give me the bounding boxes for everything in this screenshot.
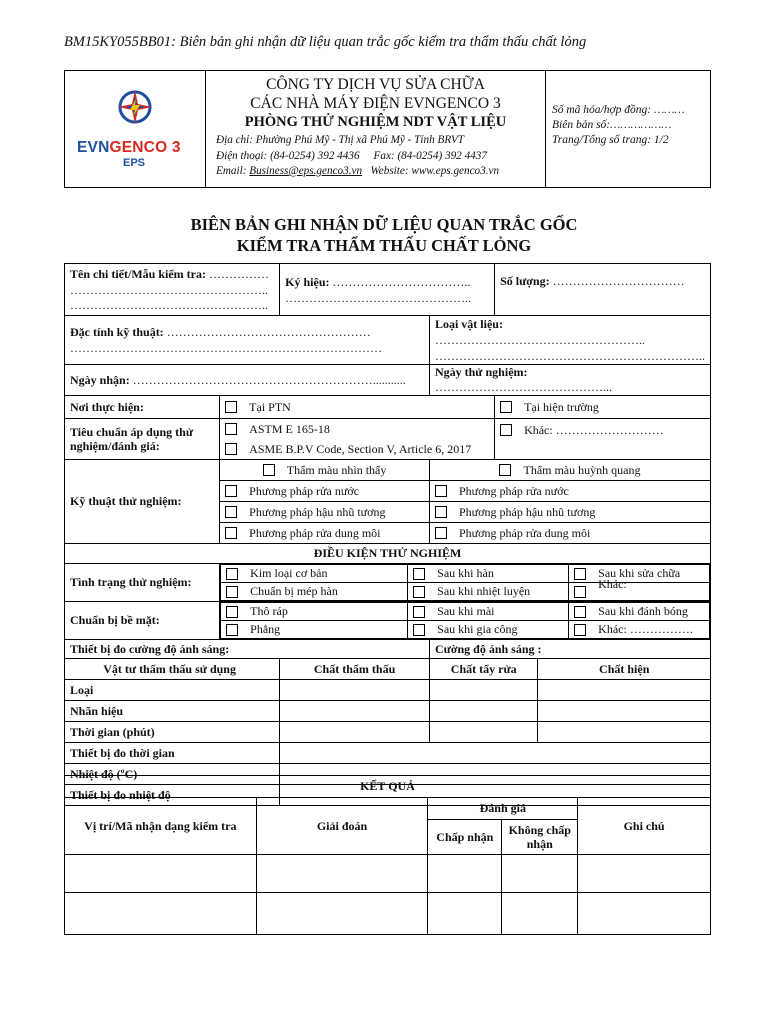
surface-prep-label: Chuẩn bị bề mặt: [65, 602, 220, 640]
status-after-weld-label: Sau khi hàn [437, 566, 494, 580]
status-after-heat-checkbox[interactable] [413, 586, 425, 598]
surface-rough-label: Thô ráp [250, 604, 288, 618]
material-dots: …………………………………………….. [434, 333, 645, 347]
status-after-repair-checkbox[interactable] [574, 568, 586, 580]
surface-polished-checkbox[interactable] [574, 606, 586, 618]
penetrant-header: Chất thẩm thấu [280, 659, 430, 680]
company-name-line2: CÁC NHÀ MÁY ĐIỆN EVNGENCO 3 [250, 95, 501, 112]
results-table [64, 775, 711, 935]
result-notes-cell[interactable] [578, 893, 711, 935]
remover-header: Chất tẩy rửa [429, 659, 537, 680]
row-type-label: Loại [65, 680, 280, 701]
light-intensity-cell[interactable]: Cường độ ánh sáng : [429, 640, 710, 659]
result-location-cell[interactable] [65, 893, 257, 935]
surface-other-checkbox[interactable] [574, 624, 586, 636]
notes-column-header: Ghi chú [578, 798, 711, 855]
test-conditions-header: ĐIỀU KIỆN THỬ NGHIỆM [65, 544, 711, 564]
quantity-dots: …………………………… [549, 274, 685, 288]
company-phone: Điện thoại: (84-0254) 392 4436 Fax: (84-0254) 392 4437 [216, 149, 487, 162]
logo-eps-text: EPS [123, 157, 146, 169]
location-lab-checkbox[interactable] [225, 401, 237, 413]
test-date-cell[interactable] [429, 365, 710, 396]
result-interpretation-cell[interactable] [256, 855, 428, 893]
standard-label: Tiêu chuẩn áp dụng thử nghiệm/đánh giá: [65, 419, 220, 460]
email-link[interactable]: Business@eps.genco3.vn [249, 165, 363, 177]
standard-astm-label: ASTM E 165-18 [249, 422, 330, 436]
reject-column-header: Không chấp nhận [502, 820, 578, 855]
result-accept-cell[interactable] [428, 893, 502, 935]
accept-column-header: Chấp nhận [428, 820, 502, 855]
visible-solvent-label: Phương pháp rửa dung môi [249, 525, 381, 540]
result-interpretation-cell[interactable] [256, 893, 428, 935]
company-address: Địa chỉ: Phường Phú Mỹ - Thị xã Phú Mỹ - Tỉnh BRVT [216, 134, 465, 146]
document-title-line1: BIÊN BẢN GHI NHẬN DỮ LIỆU QUAN TRẮC GỐC [190, 215, 578, 234]
evn-emblem-icon [115, 87, 155, 135]
surface-flat-checkbox[interactable] [226, 624, 238, 636]
quantity-cell[interactable] [495, 264, 711, 316]
results-header: KẾT QUẢ [65, 776, 711, 798]
developer-time-cell[interactable] [538, 722, 711, 743]
visible-solvent-checkbox[interactable] [225, 527, 237, 539]
symbol-label: Ký hiệu: [285, 275, 330, 289]
developer-header: Chất hiện [538, 659, 711, 680]
location-lab-label: Tại PTN [249, 399, 291, 414]
symbol-dots: …………………………….. [329, 275, 471, 289]
location-column-header: Vị trí/Mã nhận dạng kiểm tra [65, 798, 257, 855]
penetrant-type-cell[interactable] [280, 680, 430, 701]
row-timer-label: Thiết bị đo thời gian [65, 743, 280, 764]
part-name-cell[interactable] [65, 264, 280, 316]
part-name-label: Tên chi tiết/Mẫu kiểm tra: [70, 267, 206, 281]
status-weld-prep-label: Chuẩn bị mép hàn [250, 584, 338, 598]
company-name-line1: CÔNG TY DỊCH VỤ SỬA CHỮA [266, 76, 485, 93]
status-other-checkbox[interactable] [574, 586, 586, 598]
lab-name: PHÒNG THỬ NGHIỆM NDT VẬT LIỆU [244, 114, 507, 130]
remover-brand-cell[interactable] [429, 701, 537, 722]
technique-visible-checkbox[interactable] [263, 464, 275, 476]
technique-visible-label: Thẩm màu nhìn thấy [286, 462, 387, 477]
record-number: Biên bản số:……………… [552, 119, 672, 131]
status-after-repair-label: Sau khi sửa chữa [598, 566, 681, 580]
row-temperature-label: Nhiệt độ (ºC) [65, 764, 280, 785]
symbol-cell[interactable] [280, 264, 495, 316]
email-label: Email: [216, 165, 250, 177]
result-location-cell[interactable] [65, 855, 257, 893]
timer-device-cell[interactable] [280, 743, 711, 764]
document-title-line2: KIỂM TRA THẨM THẤU CHẤT LỎNG [236, 236, 532, 255]
standard-astm-checkbox[interactable] [225, 423, 237, 435]
result-notes-cell[interactable] [578, 855, 711, 893]
website: Website: www.eps.genco3.vn [362, 165, 500, 177]
test-date-dots: ……………………………………... [434, 380, 612, 394]
letterhead [64, 70, 711, 188]
part-name-dots-3: ………………………………………….. [70, 298, 268, 312]
standard-asme-label: ASME B.P.V Code, Section V, Article 6, 2017 [249, 442, 472, 456]
test-form-table [64, 263, 711, 806]
symbol-dots-2: ……………………………………….. [285, 291, 472, 305]
result-accept-cell[interactable] [428, 855, 502, 893]
surface-ground-label: Sau khi mài [437, 604, 495, 618]
developer-type-cell[interactable] [538, 680, 711, 701]
surface-machined-checkbox[interactable] [413, 624, 425, 636]
location-field-checkbox[interactable] [500, 401, 512, 413]
received-date-cell[interactable] [65, 365, 430, 396]
logo-genco-text: GENCO 3 [109, 139, 181, 156]
surface-flat-label: Phẳng [250, 622, 281, 636]
visible-water-wash-checkbox[interactable] [225, 485, 237, 497]
evaluation-column-header: Đánh giá [428, 798, 578, 820]
fluor-water-wash-checkbox[interactable] [435, 485, 447, 497]
fluor-post-emulsion-checkbox[interactable] [435, 506, 447, 518]
standard-asme-checkbox[interactable] [225, 443, 237, 455]
row-brand-label: Nhãn hiệu [65, 701, 280, 722]
part-name-dots: …………… [205, 267, 269, 281]
material-label: Loại vật liệu: [434, 317, 503, 331]
received-date-dots: ……………………………………………………........... [129, 372, 406, 387]
received-date-label: Ngày nhận: [70, 372, 130, 387]
fluor-water-wash-label: Phương pháp rửa nước [458, 483, 569, 498]
fluor-solvent-checkbox[interactable] [435, 527, 447, 539]
remover-type-cell[interactable] [429, 680, 537, 701]
form-code: BM15KY055BB01: Biên bản ghi nhận dữ liệu quan trắc gốc kiểm tra thẩm thấu chất lỏng [64, 34, 587, 50]
row-thermometer-label: Thiết bị đo nhiệt độ [65, 785, 280, 806]
status-after-heat-label: Sau khi nhiệt luyện [437, 584, 531, 598]
status-weld-prep-checkbox[interactable] [226, 586, 238, 598]
interpretation-column-header: Giải đoán [256, 798, 428, 855]
document-info [546, 71, 710, 187]
status-base-metal-label: Kim loại cơ bản [250, 566, 328, 580]
result-reject-cell[interactable] [502, 893, 578, 935]
page-count: Trang/Tổng số trang: 1/2 [552, 134, 669, 146]
location-label: Nơi thực hiện: [65, 396, 220, 419]
penetrant-time-cell[interactable] [280, 722, 430, 743]
spec-dots-2: …………………………………………………………………… [70, 341, 382, 355]
standard-other-checkbox[interactable] [500, 424, 512, 436]
fluor-solvent-label: Phương pháp rửa dung môi [458, 525, 591, 540]
material-cell[interactable] [429, 316, 710, 365]
visible-post-emulsion-checkbox[interactable] [225, 506, 237, 518]
status-other-label: Khác: ………………. [598, 576, 674, 606]
visible-water-wash-label: Phương pháp rửa nước [249, 483, 360, 498]
quantity-label: Số lượng: [500, 274, 550, 288]
technique-fluorescent-checkbox[interactable] [499, 464, 511, 476]
test-date-label: Ngày thử nghiệm: [434, 365, 528, 379]
material-dots-2: ………………………………………………………….. [434, 349, 705, 363]
standard-other-label: Khác: ……………………… [524, 422, 664, 437]
surface-ground-checkbox[interactable] [413, 606, 425, 618]
light-device-cell[interactable]: Thiết bị đo cường độ ánh sáng: [65, 640, 430, 659]
company-info [206, 71, 546, 187]
technique-label: Kỹ thuật thử nghiệm: [65, 460, 220, 544]
test-status-label: Tình trạng thử nghiệm: [65, 564, 220, 602]
penetrant-brand-cell[interactable] [280, 701, 430, 722]
company-logo [65, 71, 206, 187]
status-after-weld-checkbox[interactable] [413, 568, 425, 580]
status-base-metal-checkbox[interactable] [226, 568, 238, 580]
surface-other-label: Khác: ……………. [598, 622, 693, 636]
spec-dots: …………………………………………… [163, 325, 371, 339]
surface-rough-checkbox[interactable] [226, 606, 238, 618]
row-time-label: Thời gian (phút) [65, 722, 280, 743]
part-name-dots-2: ………………………………………….. [70, 282, 268, 297]
developer-brand-cell[interactable] [538, 701, 711, 722]
contract-number: Số mã hóa/hợp đồng: ……… [552, 104, 685, 116]
result-reject-cell[interactable] [502, 855, 578, 893]
location-field-label: Tại hiện trường [524, 399, 599, 414]
surface-machined-label: Sau khi gia công [437, 622, 518, 636]
technique-fluorescent-label: Thẩm màu huỳnh quang [523, 462, 641, 477]
logo-evn-text: EVN [77, 139, 110, 156]
remover-time-cell[interactable] [429, 722, 537, 743]
materials-header: Vật tư thẩm thấu sử dụng [65, 659, 280, 680]
spec-cell[interactable] [65, 316, 430, 365]
fluor-post-emulsion-label: Phương pháp hậu nhũ tương [458, 504, 596, 519]
surface-polished-label: Sau khi đánh bóng [598, 604, 688, 618]
visible-post-emulsion-label: Phương pháp hậu nhũ tương [249, 504, 386, 519]
spec-label: Đặc tính kỹ thuật: [70, 325, 164, 339]
